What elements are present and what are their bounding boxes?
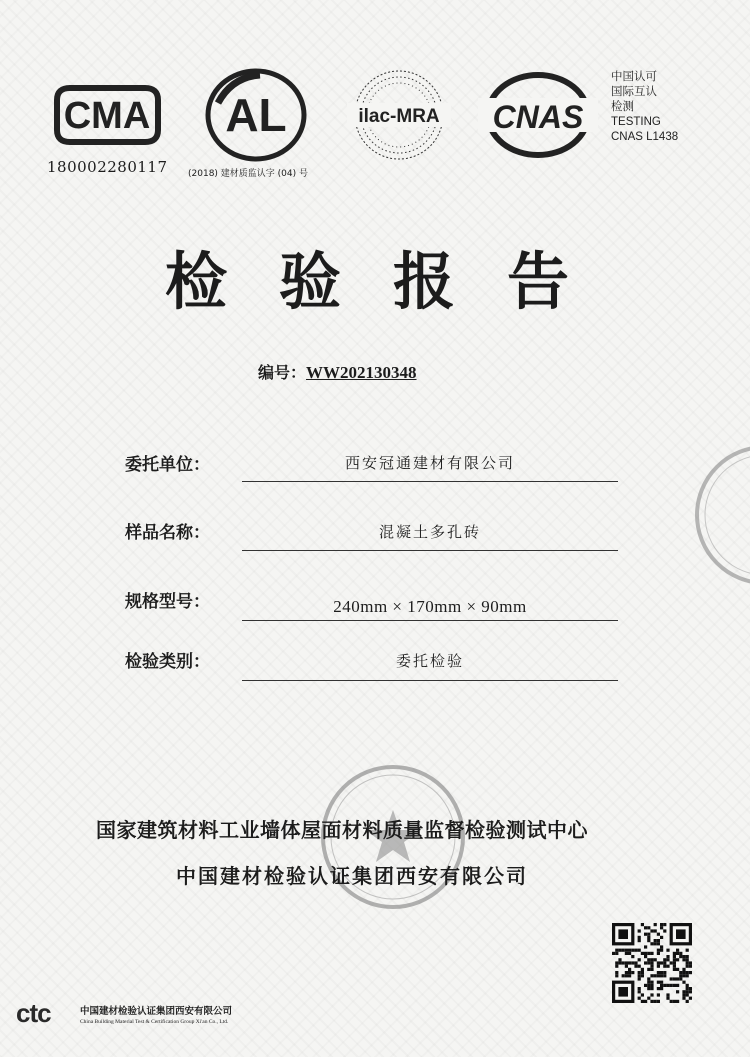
- ctc-logo: ctc: [16, 998, 51, 1028]
- inspection-type-label: 检验类别：: [125, 652, 210, 672]
- cma-logo: [50, 80, 165, 150]
- svg-text:AL: AL: [225, 89, 287, 141]
- cal-logo: [202, 67, 310, 163]
- side-seal: [690, 440, 750, 594]
- report-number-value: WW202130348: [306, 363, 417, 382]
- organization-line-1: 国家建筑材料工业墙体屋面材料质量监督检验测试中心: [96, 818, 588, 842]
- cma-number: 180002280117: [47, 158, 168, 176]
- sample-name-label: 样品名称：: [125, 523, 210, 543]
- inspection-type-underline: [242, 680, 618, 681]
- report-number-label: 编号：: [258, 363, 307, 382]
- specification-value: 240mm × 170mm × 90mm: [333, 597, 527, 616]
- cnas-line-4: TESTING: [611, 116, 661, 128]
- cnas-line-5: CNAS L1438: [611, 131, 679, 143]
- cnas-accreditation-text: [611, 70, 678, 145]
- sample-name-value: 混凝土多孔砖: [378, 523, 481, 541]
- cnas-line-2: 国际互认: [611, 86, 657, 98]
- cal-number: (2018) 建材质监认字 (04) 号: [188, 169, 308, 179]
- organization-line-2: 中国建材检验认证集团西安有限公司: [176, 864, 528, 888]
- ilac-mra-logo: [345, 67, 453, 163]
- svg-text:CNAS: CNAS: [492, 99, 584, 135]
- client-value: 西安冠通建材有限公司: [344, 454, 515, 472]
- cnas-line-1: 中国认可: [611, 71, 657, 83]
- inspection-type-value: 委托检验: [395, 652, 464, 670]
- cnas-line-3: 检测: [611, 101, 634, 113]
- footer-company-cn: 中国建材检验认证集团西安有限公司: [80, 1006, 233, 1017]
- client-label: 委托单位：: [125, 455, 210, 475]
- report-number: [258, 360, 417, 383]
- client-underline: [242, 481, 618, 482]
- specification-label: 规格型号：: [125, 592, 210, 612]
- sample-name-underline: [242, 550, 618, 551]
- footer-company-en: China Building Material Test & Certification Group Xi'an Co., Ltd.: [80, 1019, 229, 1025]
- svg-text:ilac-MRA: ilac-MRA: [358, 106, 440, 127]
- report-title: 检验报告: [165, 245, 622, 318]
- specification-underline: [242, 620, 618, 621]
- svg-text:CMA: CMA: [63, 95, 151, 137]
- qr-code: [612, 923, 692, 1007]
- cnas-logo: [478, 70, 598, 160]
